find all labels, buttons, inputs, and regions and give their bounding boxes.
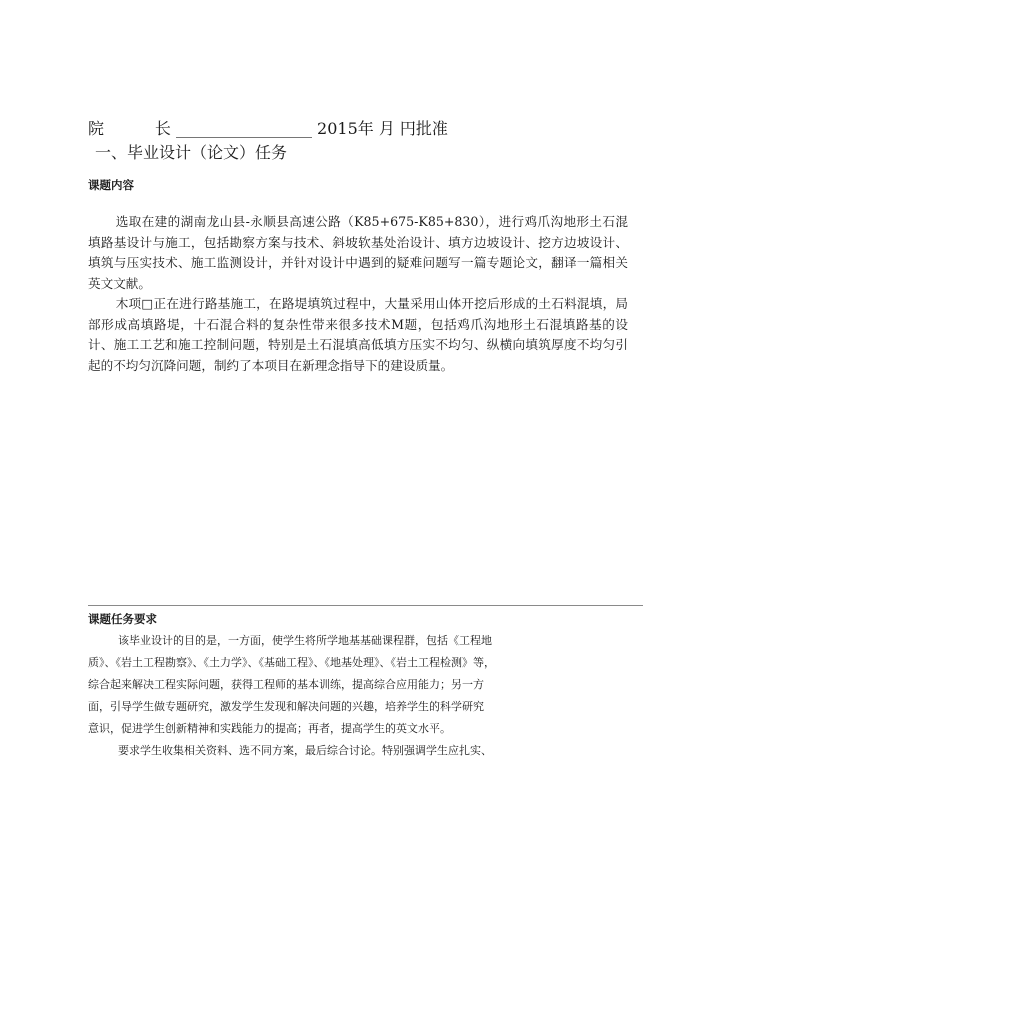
section-heading: 一、毕业设计（论文）任务 <box>95 143 288 162</box>
section-divider <box>88 605 643 606</box>
requirements-line: 综合起来解决工程实际问题，获得工程师的基本训练，提高综合应用能力；另一方 <box>88 678 484 691</box>
content-body <box>88 212 628 376</box>
requirements-body <box>88 630 633 762</box>
content-paragraph: 选取在建的湖南龙山县-永顺县高速公路（K85+675-K85+830），进行鸡爪沟地形土石混填路基设计与施工，包括勘察方案与技术、斜坡软基处治设计、填方边坡设计、挖方边坡设计、填筑与压实技术、施工监测设计，并针对设计中遇到的疑难问题写一篇专题论文，翻译一篇相关英文文献。 <box>88 214 628 291</box>
requirements-line: 该毕业设计的目的是，一方面，使学生将所学地基基础课程群，包括《工程地 <box>118 634 492 647</box>
requirements-line: 面，引导学生做专题研究，激发学生发现和解决问题的兴趣，培养学生的科学研究 <box>88 700 484 713</box>
requirements-line: 质》、《岩土工程勘察》、《土力学》、《基础工程》、《地基处理》、《岩土工程检测》等， <box>88 656 495 669</box>
content-paragraph: 木项□正在进行路基施工，在路堤填筑过程中，大量采用山体开挖后形成的土石料混填，局部形成高填路堤，十石混合料的复杂性带来很多技术M题，包括鸡爪沟地形土石混填路基的设计、施工工艺和施工控制问题，特别是土石混填高低填方压实不均匀、纵横向填筑厚度不均匀引起的不均匀沉降问题，制约了本项目在新理念指导下的建设质量。 <box>88 296 628 373</box>
requirements-line: 要求学生收集相关资料、选不同方案，最后综合讨论。特别强调学生应扎实、 <box>118 744 492 757</box>
requirements-line: 意识，促进学生创新精神和实践能力的提高；再者，提高学生的英文水平。 <box>88 722 451 735</box>
content-heading: 课题内容 <box>88 178 134 192</box>
requirements-heading: 课题任务要求 <box>88 612 157 626</box>
approval-line: 院 长 _________________ 2015年 月 円批准 <box>88 119 448 138</box>
